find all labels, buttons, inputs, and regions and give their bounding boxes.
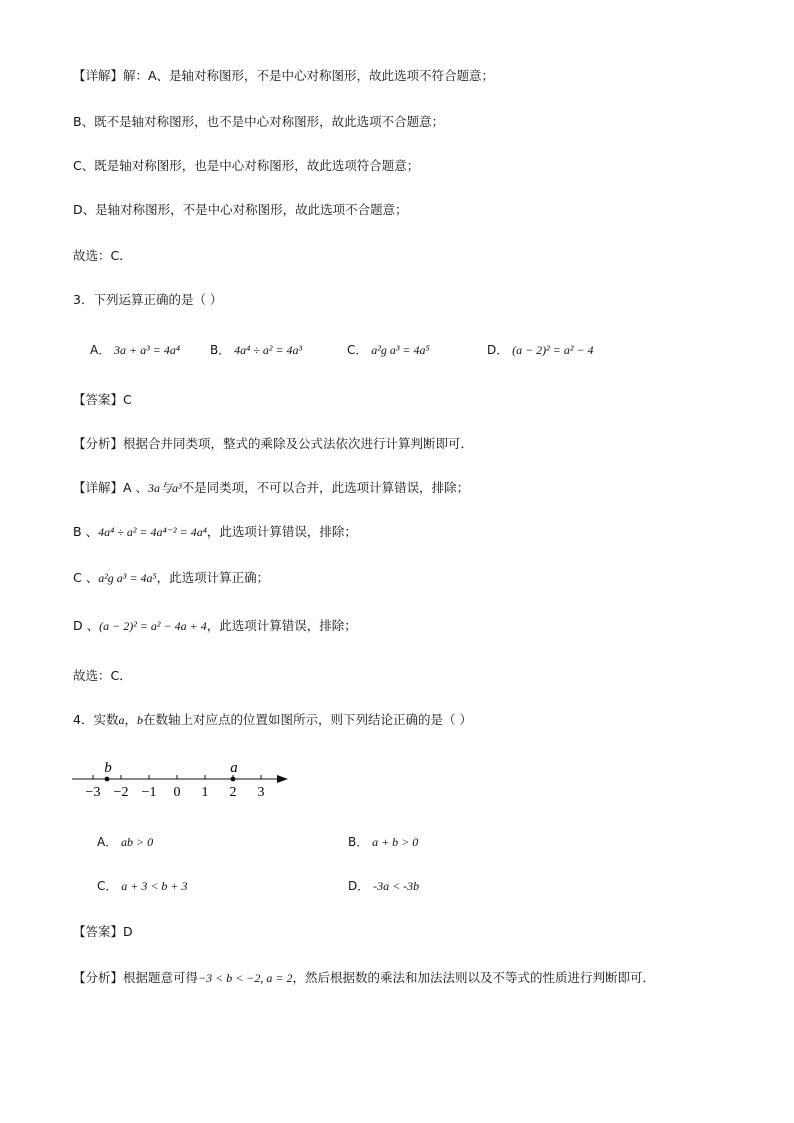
detail-text: 不是同类项，不可以合并，此选项计算错误，排除； <box>181 480 470 495</box>
q3-stem: 3．下列运算正确的是（ ） <box>73 292 223 307</box>
q3-detail-a <box>73 479 469 497</box>
option-expression: -3a < -3b <box>373 879 420 893</box>
option-expression: a + 3 < b + 3 <box>121 879 188 893</box>
option-label: C． <box>347 343 368 357</box>
option-expression: 3a + a³ = 4a⁴ <box>114 343 181 357</box>
option-label: C． <box>97 879 118 893</box>
number-line-figure <box>66 755 296 803</box>
number-line-tick-label: 2 <box>229 785 237 800</box>
q4-option-c <box>97 877 188 895</box>
point-b-dot <box>105 777 110 782</box>
detail-text: ，此选项计算正确； <box>156 570 270 585</box>
stem-separator: ， <box>124 712 137 727</box>
detail-prefix: C 、 <box>73 570 99 585</box>
detail-math: (a − 2)² = a² − 4a + 4 <box>99 619 207 633</box>
stem-var-a: a <box>118 713 125 727</box>
option-expression: ab > 0 <box>121 835 154 849</box>
q4-option-a <box>97 833 153 851</box>
q4-option-d <box>348 877 419 895</box>
detail-math: 4a⁴ ÷ a² = 4a⁴⁻² = 4a⁴ <box>98 525 207 539</box>
option-expression: a + b > 0 <box>372 835 419 849</box>
q3-option-b <box>210 341 302 359</box>
detail-text: ，此选项计算错误，排除； <box>206 618 357 633</box>
detail-math: 3a与a³ <box>148 481 182 495</box>
q3-analysis: 【分析】根据合并同类项，整式的乘除及公式法依次进行计算判断即可． <box>73 436 474 451</box>
q3-detail-d <box>73 617 357 635</box>
q3-option-d <box>487 341 594 359</box>
q2-detail-a: 【详解】解：A、是轴对称图形，不是中心对称图形，故此选项不符合题意； <box>73 68 495 83</box>
option-label: A． <box>97 835 118 849</box>
detail-prefix: 【详解】A 、 <box>73 480 149 495</box>
q3-answer: 【答案】C <box>73 392 132 407</box>
number-line-tick-label: −3 <box>85 785 101 800</box>
q3-choice: 故选：C． <box>73 668 132 683</box>
axis-arrow-icon <box>277 775 288 783</box>
number-line-tick-label: 0 <box>173 785 181 800</box>
q4-answer: 【答案】D <box>73 924 133 939</box>
detail-text: ，此选项计算错误，排除； <box>206 524 357 539</box>
option-label: B． <box>210 343 231 357</box>
stem-var-b: b <box>136 713 143 727</box>
point-a-dot <box>231 777 236 782</box>
stem-prefix: 4．实数 <box>73 712 119 727</box>
option-expression: 4a⁴ ÷ a² = 4a³ <box>234 343 303 357</box>
q4-analysis <box>73 969 655 987</box>
option-expression: a²g a³ = 4a⁵ <box>371 343 430 357</box>
number-line-tick-label: −2 <box>113 785 129 800</box>
option-label: B． <box>348 835 369 849</box>
number-line-tick-label: 3 <box>257 785 265 800</box>
number-line-tick-label: −1 <box>141 785 157 800</box>
q2-detail-b: B、既不是轴对称图形，也不是中心对称图形，故此选项不合题意； <box>73 114 445 129</box>
q2-detail-c: C、既是轴对称图形，也是中心对称图形，故此选项符合题意； <box>73 158 420 173</box>
q3-detail-c <box>73 569 269 587</box>
q2-detail-d: D、是轴对称图形，不是中心对称图形，故此选项不合题意； <box>73 202 408 217</box>
detail-math: a²g a³ = 4a⁵ <box>98 571 157 585</box>
option-expression: (a − 2)² = a² − 4 <box>512 343 594 357</box>
q2-choice: 故选：C． <box>73 248 132 263</box>
analysis-suffix: ，然后根据数的乘法和加法法则以及不等式的性质进行判断即可． <box>292 970 656 985</box>
q3-detail-b <box>73 523 357 541</box>
q3-option-c <box>347 341 430 359</box>
detail-prefix: B 、 <box>73 524 99 539</box>
q3-option-a <box>90 341 180 359</box>
q4-option-b <box>348 833 418 851</box>
point-a-label: a <box>230 760 238 776</box>
option-label: A． <box>90 343 111 357</box>
point-b-label: b <box>104 760 112 776</box>
option-label: D． <box>348 879 370 893</box>
stem-suffix: 在数轴上对应点的位置如图所示，则下列结论正确的是（ ） <box>142 712 472 727</box>
detail-prefix: D 、 <box>73 618 100 633</box>
analysis-prefix: 【分析】根据题意可得 <box>73 970 199 985</box>
q4-stem <box>73 711 472 729</box>
number-line-tick-label: 1 <box>201 785 209 800</box>
option-label: D． <box>487 343 509 357</box>
analysis-math: −3 < b < −2, a = 2 <box>198 971 293 985</box>
